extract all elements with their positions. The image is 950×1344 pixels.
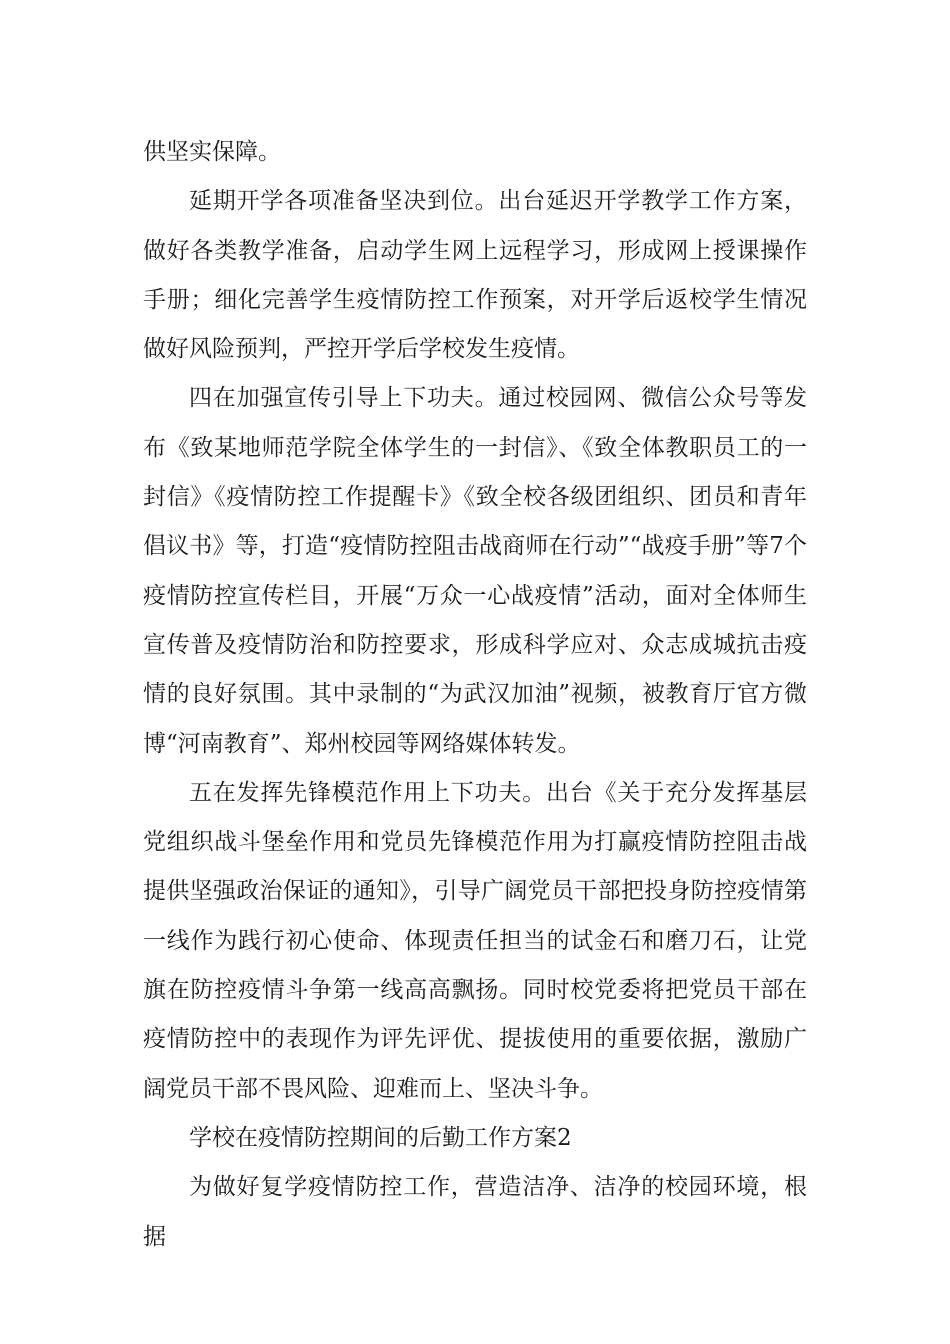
- paragraph-reopening-intro: 为做好复学疫情防控工作，营造洁净、洁净的校园环境，根据: [143, 1174, 807, 1250]
- paragraph-publicity-guidance: 四在加强宣传引导上下功夫。通过校园网、微信公众号等发布《致某地师范学院全体学生的一封信》、《致全体教职员工的一封信》《疫情防控工作提醒卡》《致全校各级团组织、团员和青年倡议书》等，打造“疫情防控阻击战商师在行动”“战疫手册”等7个疫情防控宣传栏目，开展“万众一心战疫情”活动，面对全体师生宣传普及疫情防治和防控要求，形成科学应对、众志成城抗击疫情的良好氛围。其中录制的“为武汉加油”视频，被教育厅官方微博“河南教育”、郑州校园等网络媒体转发。: [143, 385, 807, 757]
- document-body: [143, 128, 807, 1262]
- paragraph-continuation: 供坚实保障。: [143, 139, 281, 165]
- paragraph-school-delay-preparation: 延期开学各项准备坚决到位。出台延迟开学教学工作方案，做好各类教学准备，启动学生网上远程学习，形成网上授课操作手册；细化完善学生疫情防控工作预案，对开学后返校学生情况做好风险预判，严控开学后学校发生疫情。: [143, 188, 807, 363]
- paragraph-vanguard-role: 五在发挥先锋模范作用上下功夫。出台《关于充分发挥基层党组织战斗堡垒作用和党员先锋模范作用为打赢疫情防控阻击战提供坚强政治保证的通知》，引导广阔党员干部把投身防控疫情第一线作为践行初心使命、体现责任担当的试金石和磨刀石，让党旗在防控疫情斗争第一线高高飘扬。同时校党委将把党员干部在疫情防控中的表现作为评先评优、提拔使用的重要依据，激励广阔党员干部不畏风险、迎难而上、坚决斗争。: [143, 779, 807, 1102]
- section-heading: 学校在疫情防控期间的后勤工作方案2: [189, 1124, 572, 1151]
